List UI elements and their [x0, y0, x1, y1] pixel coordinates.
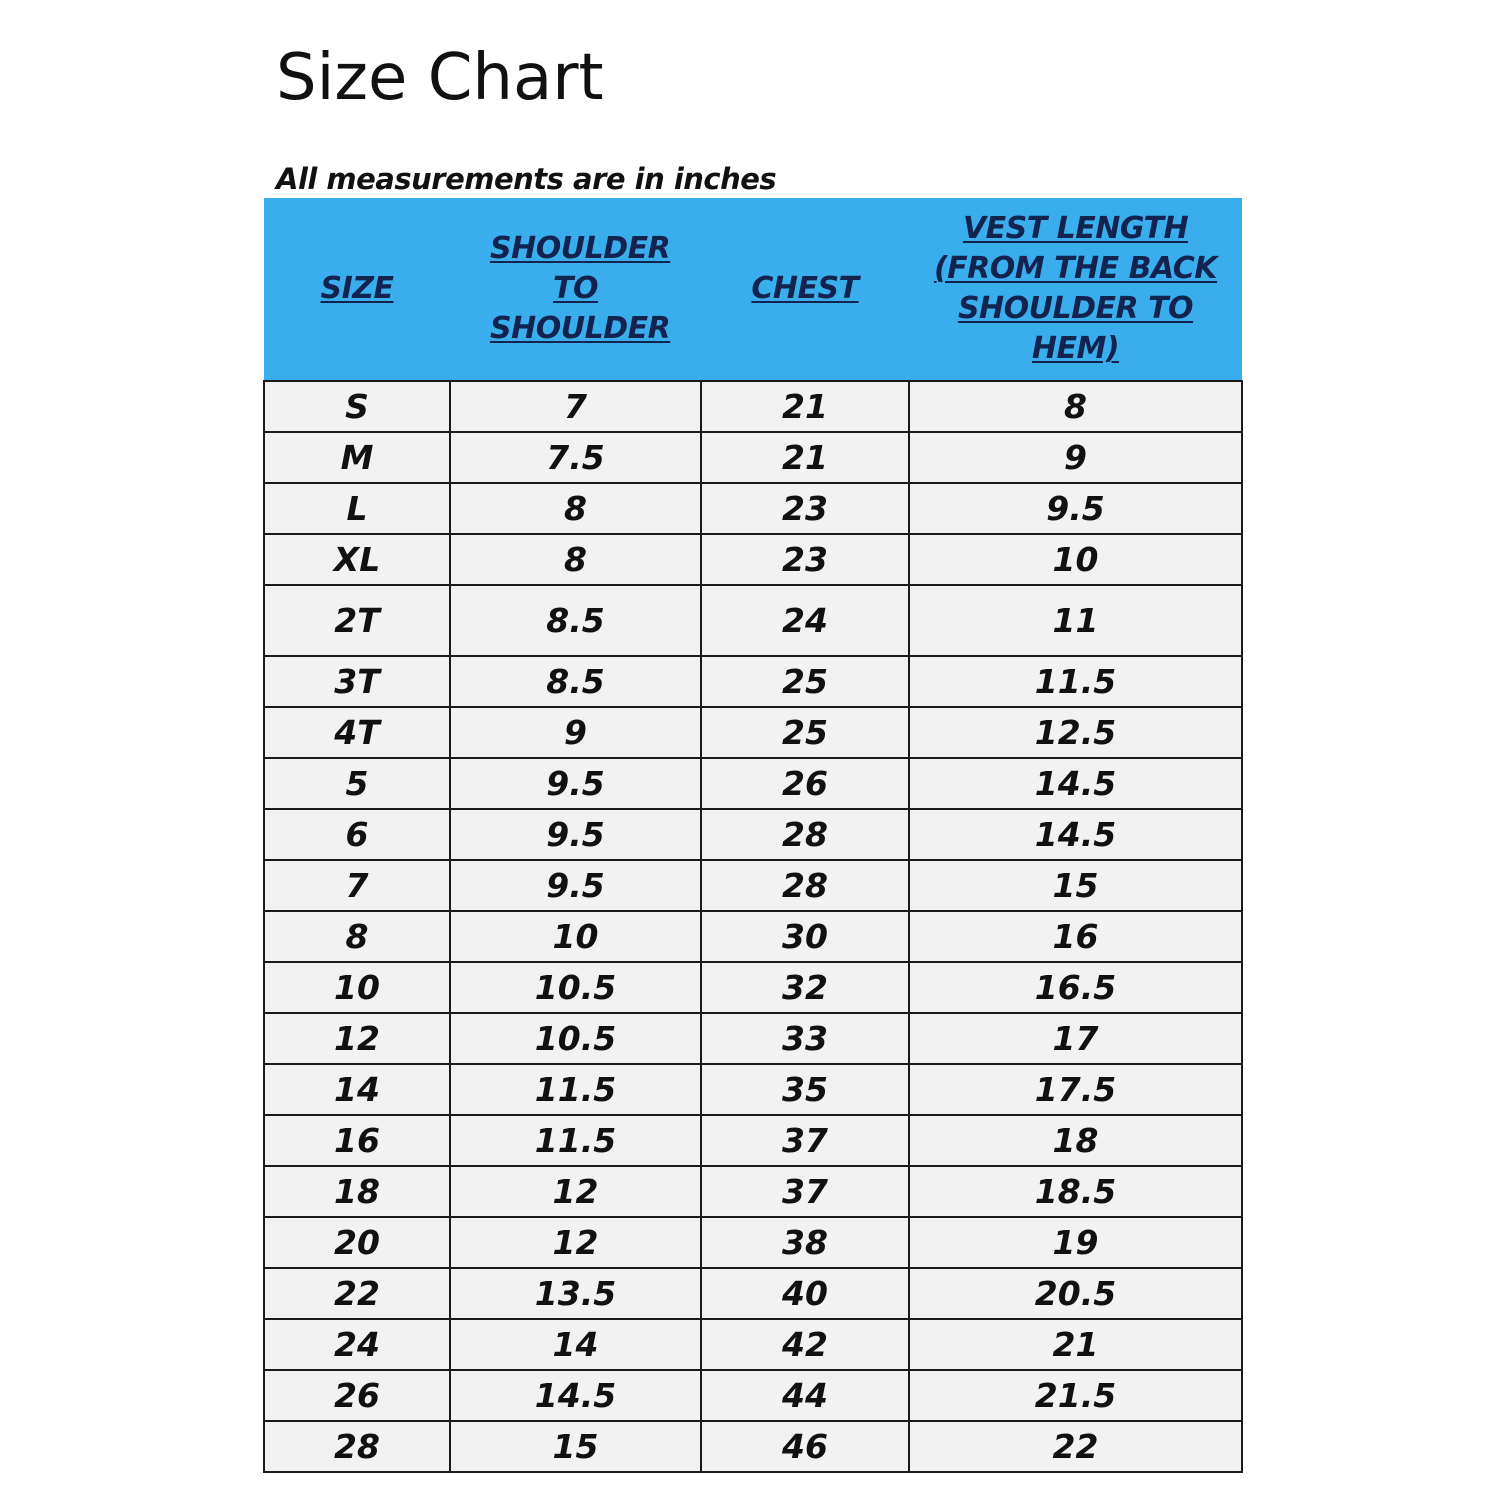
cell-shoulder: 13.5 [450, 1268, 701, 1319]
cell-size: L [264, 483, 450, 534]
size-chart-table [263, 198, 1243, 1473]
page-title: Size Chart [276, 41, 604, 115]
table-row [264, 1370, 1242, 1421]
cell-size: 8 [264, 911, 450, 962]
cell-size: 14 [264, 1064, 450, 1115]
header-shoulder-to-shoulder: SHOULDER TO SHOULDER [450, 198, 701, 381]
cell-chest: 25 [701, 707, 909, 758]
cell-size: XL [264, 534, 450, 585]
cell-shoulder: 7 [450, 381, 701, 432]
cell-chest: 23 [701, 483, 909, 534]
cell-size: 3T [264, 656, 450, 707]
cell-size: 5 [264, 758, 450, 809]
cell-shoulder: 12 [450, 1166, 701, 1217]
cell-vest-length: 9.5 [909, 483, 1242, 534]
table-row [264, 758, 1242, 809]
table-row [264, 1166, 1242, 1217]
table-row [264, 911, 1242, 962]
cell-vest-length: 16.5 [909, 962, 1242, 1013]
table-header-row [264, 198, 1242, 381]
cell-shoulder: 14 [450, 1319, 701, 1370]
cell-chest: 25 [701, 656, 909, 707]
cell-size: 12 [264, 1013, 450, 1064]
cell-chest: 42 [701, 1319, 909, 1370]
cell-chest: 44 [701, 1370, 909, 1421]
table-row [264, 381, 1242, 432]
cell-chest: 28 [701, 809, 909, 860]
table-row [264, 483, 1242, 534]
cell-size: 6 [264, 809, 450, 860]
table-row [264, 1319, 1242, 1370]
measurement-note: All measurements are in inches [276, 162, 777, 196]
table-row [264, 585, 1242, 656]
cell-vest-length: 15 [909, 860, 1242, 911]
cell-shoulder: 12 [450, 1217, 701, 1268]
cell-shoulder: 8.5 [450, 585, 701, 656]
cell-vest-length: 14.5 [909, 758, 1242, 809]
cell-shoulder: 9.5 [450, 758, 701, 809]
table-row [264, 962, 1242, 1013]
cell-shoulder: 11.5 [450, 1064, 701, 1115]
cell-chest: 28 [701, 860, 909, 911]
cell-shoulder: 9 [450, 707, 701, 758]
cell-chest: 40 [701, 1268, 909, 1319]
table-row [264, 1268, 1242, 1319]
cell-vest-length: 19 [909, 1217, 1242, 1268]
cell-vest-length: 17 [909, 1013, 1242, 1064]
cell-vest-length: 17.5 [909, 1064, 1242, 1115]
cell-shoulder: 8.5 [450, 656, 701, 707]
cell-chest: 32 [701, 962, 909, 1013]
cell-shoulder: 8 [450, 483, 701, 534]
cell-vest-length: 18 [909, 1115, 1242, 1166]
cell-size: 22 [264, 1268, 450, 1319]
cell-size: 18 [264, 1166, 450, 1217]
table-row [264, 656, 1242, 707]
header-chest: CHEST [701, 198, 909, 381]
cell-size: 4T [264, 707, 450, 758]
cell-vest-length: 9 [909, 432, 1242, 483]
cell-vest-length: 8 [909, 381, 1242, 432]
cell-vest-length: 12.5 [909, 707, 1242, 758]
cell-vest-length: 21 [909, 1319, 1242, 1370]
table-row [264, 432, 1242, 483]
cell-size: 24 [264, 1319, 450, 1370]
cell-size: 28 [264, 1421, 450, 1472]
cell-chest: 37 [701, 1166, 909, 1217]
cell-vest-length: 18.5 [909, 1166, 1242, 1217]
header-vest-length: VEST LENGTH (FROM THE BACK SHOULDER TO HEM) [909, 198, 1242, 381]
cell-shoulder: 9.5 [450, 809, 701, 860]
header-size: SIZE [264, 198, 450, 381]
cell-size: 7 [264, 860, 450, 911]
cell-shoulder: 15 [450, 1421, 701, 1472]
cell-vest-length: 11 [909, 585, 1242, 656]
cell-chest: 46 [701, 1421, 909, 1472]
table-row [264, 1421, 1242, 1472]
cell-shoulder: 8 [450, 534, 701, 585]
cell-vest-length: 10 [909, 534, 1242, 585]
cell-vest-length: 14.5 [909, 809, 1242, 860]
cell-size: 16 [264, 1115, 450, 1166]
table-row [264, 1013, 1242, 1064]
table-row [264, 707, 1242, 758]
table-row [264, 860, 1242, 911]
cell-shoulder: 11.5 [450, 1115, 701, 1166]
cell-size: M [264, 432, 450, 483]
cell-shoulder: 14.5 [450, 1370, 701, 1421]
cell-size: 10 [264, 962, 450, 1013]
table-row [264, 534, 1242, 585]
cell-chest: 26 [701, 758, 909, 809]
cell-size: S [264, 381, 450, 432]
cell-shoulder: 10.5 [450, 962, 701, 1013]
cell-chest: 33 [701, 1013, 909, 1064]
cell-shoulder: 9.5 [450, 860, 701, 911]
table-row [264, 1217, 1242, 1268]
cell-chest: 37 [701, 1115, 909, 1166]
cell-vest-length: 21.5 [909, 1370, 1242, 1421]
cell-shoulder: 7.5 [450, 432, 701, 483]
cell-shoulder: 10 [450, 911, 701, 962]
cell-size: 2T [264, 585, 450, 656]
cell-chest: 24 [701, 585, 909, 656]
cell-chest: 35 [701, 1064, 909, 1115]
cell-shoulder: 10.5 [450, 1013, 701, 1064]
cell-size: 20 [264, 1217, 450, 1268]
table-row [264, 809, 1242, 860]
cell-vest-length: 20.5 [909, 1268, 1242, 1319]
cell-chest: 21 [701, 432, 909, 483]
cell-vest-length: 22 [909, 1421, 1242, 1472]
cell-size: 26 [264, 1370, 450, 1421]
cell-chest: 38 [701, 1217, 909, 1268]
cell-vest-length: 16 [909, 911, 1242, 962]
cell-vest-length: 11.5 [909, 656, 1242, 707]
cell-chest: 21 [701, 381, 909, 432]
cell-chest: 30 [701, 911, 909, 962]
table-body [264, 381, 1242, 1472]
table-row [264, 1115, 1242, 1166]
table-row [264, 1064, 1242, 1115]
cell-chest: 23 [701, 534, 909, 585]
